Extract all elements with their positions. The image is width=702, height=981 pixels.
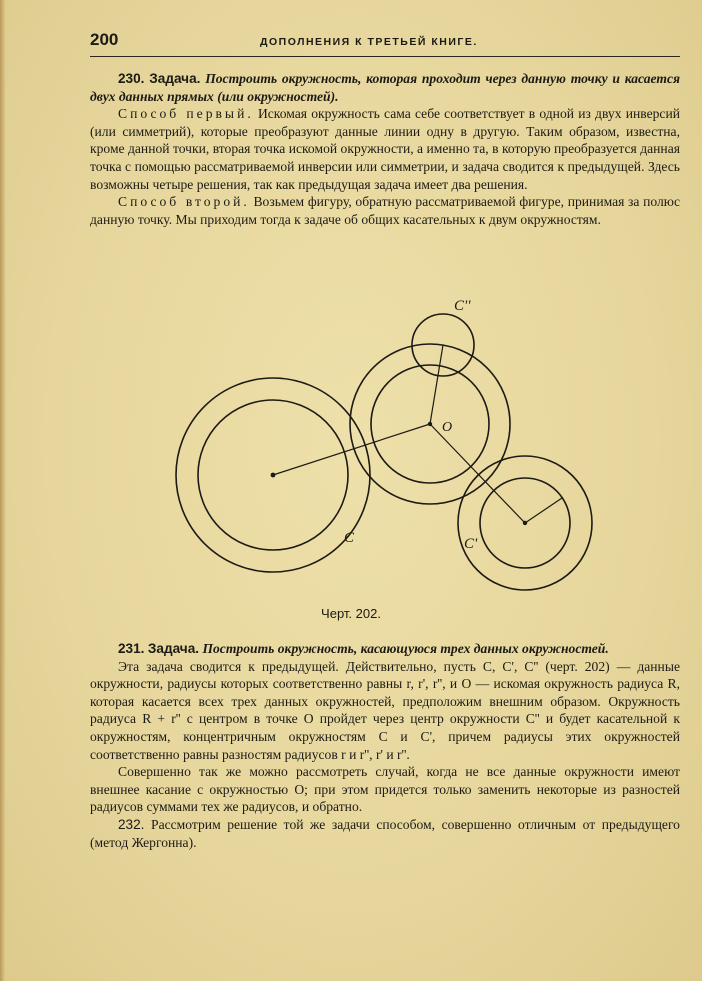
running-head: ДОПОЛНЕНИЯ К ТРЕТЬЕЙ КНИГЕ. <box>260 36 478 48</box>
method-1-label: Способ первый. <box>118 106 254 122</box>
problem-number: 232. <box>118 816 145 832</box>
radius-line-C1-small <box>525 498 562 523</box>
problem-232-text: Рассмотрим решение той же задачи способом, совершенно отличным от предыдущего (метод Жергонна). <box>90 816 680 850</box>
radius-line-C2 <box>430 345 443 424</box>
problem-230-statement <box>90 70 680 105</box>
page-number: 200 <box>90 30 119 49</box>
section-231 <box>90 640 680 851</box>
problem-text: Построить окружность, которая проходит через данную точку и касается двух данных прямых (или окружностей). <box>90 71 681 104</box>
problem-231-paragraph-1: Эта задача сводится к предыдущей. Действительно, пусть C, C', C'' (черт. 202) — данные окружности, радиусы которых соответственно равны r, r', r'', и O — искомая окружность радиуса R, которая касается всех трех данных окружностей, предположим внешним образом. Окружность радиуса R + r'' с центром в точке O пройдет через центр окружности C'' и будет касательной к окружностям, концентричным окружностям C и C', причем радиусы этих окружностей соответственно равны разностям радиусов r и r'', r' и r''. <box>90 658 680 762</box>
problem-number: 231. <box>118 641 145 656</box>
center-C <box>271 473 276 478</box>
problem-word: Задача. <box>147 641 200 656</box>
problem-232-paragraph <box>90 816 680 851</box>
radius-line-C <box>273 424 430 475</box>
problem-text: Построить окружность, касающуюся трех данных окружностей. <box>202 641 609 656</box>
center-C1 <box>523 521 527 525</box>
problem-number: 230. <box>118 71 145 86</box>
problem-231-paragraph-2: Совершенно так же можно рассмотреть случай, когда не все данные окружности имеют внешнее касание с окружностью O; при этом придется только заменить некоторые из разностей радиусов суммами тех же радиусов, и обратно. <box>90 764 680 815</box>
page-edge <box>0 0 6 981</box>
label-O: O <box>442 420 453 435</box>
radius-line-C1 <box>430 424 525 523</box>
method-2-text: Возьмем фигуру, обратную рассматриваемой фигуре, принимая за полюс данную точку. Мы приходим тогда к задаче об общих касательных к двум окружностям. <box>90 194 680 227</box>
method-2-paragraph <box>90 193 680 228</box>
center-O <box>428 422 432 426</box>
figure-caption: Черт. 202. <box>321 606 381 621</box>
label-C: C <box>344 530 355 546</box>
label-C1: C' <box>464 536 478 552</box>
method-2-label: Способ второй. <box>118 194 250 210</box>
page-header <box>90 30 680 57</box>
section-230 <box>90 70 680 228</box>
figure-202 <box>90 296 680 596</box>
method-1-text: Искомая окружность сама себе соответствует в одной из двух инверсий (или симметрий), которые преобразуют данные линии одну в другую. Таким образом, известна, кроме данной точки, вторая точка искомой окружности, а именно та, в которую преобразуется данная точка с помощью рассматриваемой инверсии или симметрии, и задача сводится к предыдущей. Здесь возможны четыре решения, так как предыдущая задача имеет два решения. <box>90 106 680 192</box>
problem-word: Задача. <box>149 71 201 86</box>
method-1-paragraph <box>90 105 680 193</box>
label-C2: C'' <box>454 298 471 314</box>
problem-231-statement <box>90 640 680 658</box>
